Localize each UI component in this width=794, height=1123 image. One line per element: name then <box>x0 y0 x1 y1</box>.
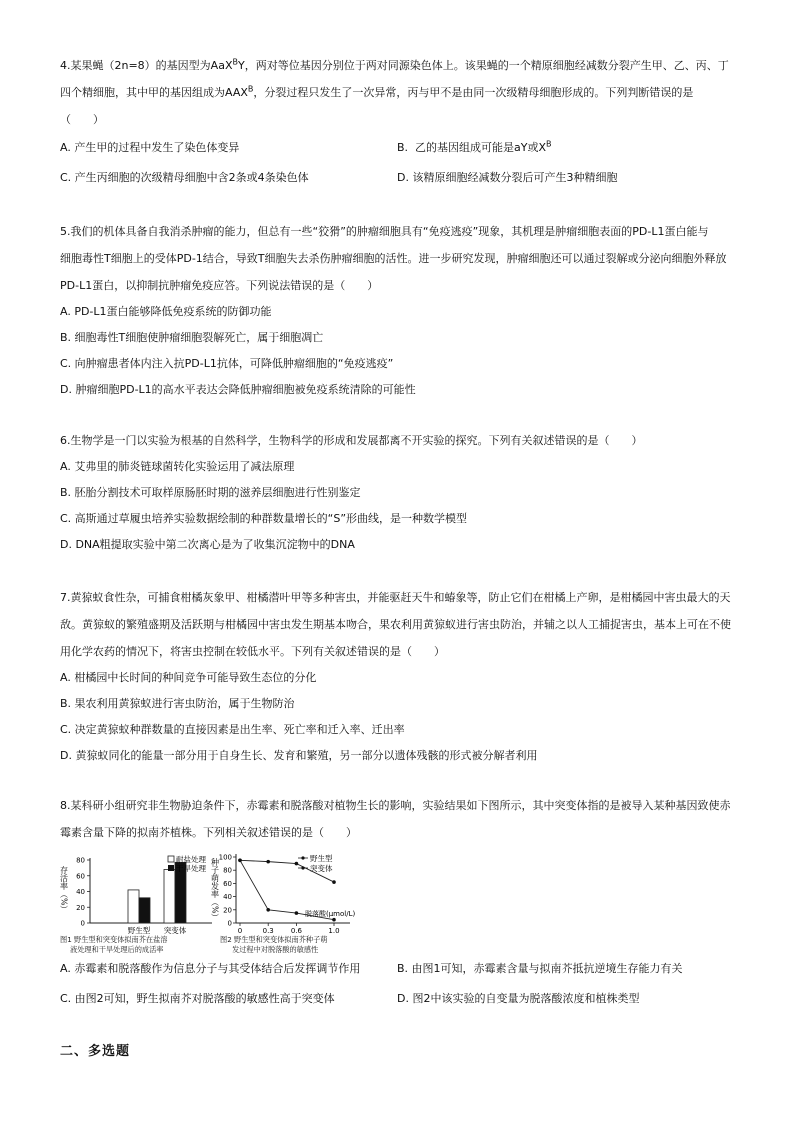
q4-sup: B <box>247 84 254 94</box>
question-7 <box>60 584 750 769</box>
q7-option-c[interactable]: C. 决定黄猄蚁种群数量的直接因素是出生率、死亡率和迁入率、迁出率 <box>60 723 405 736</box>
fig2-xlabel: 脱落酸(μmol/L) <box>305 910 356 918</box>
figure-1 <box>60 854 212 954</box>
fig2-legend-mutant: 突变体 <box>310 864 333 873</box>
q4-option-b-sup: B <box>546 139 552 149</box>
q6-option-a[interactable]: A. 艾弗里的肺炎链球菌转化实验运用了减法原理 <box>60 460 295 473</box>
question-6 <box>60 427 750 558</box>
fig2-point <box>295 911 299 915</box>
q4-option-b-text: 乙的基因组成可能是aY或X <box>415 141 547 154</box>
fig1-ylabel: 存活率（%） <box>60 866 69 914</box>
q8-line-2: 霉素含量下降的拟南芥植株。下列相关叙述错误的是（ ） <box>60 826 357 839</box>
q5-option-c[interactable]: C. 向肿瘤患者体内注入抗PD-L1抗体，可降低肿瘤细胞的“免疫逃疫” <box>60 357 394 370</box>
section-heading: 二、多选题 <box>60 1044 131 1059</box>
fig2-y-tick-label: 60 <box>223 879 232 888</box>
fig2-point <box>332 918 336 922</box>
fig2-y-ticks <box>219 854 236 928</box>
fig2-point <box>238 859 242 863</box>
q5-line-1: 5.我们的机体具备自我消杀肿瘤的能力，但总有一些“狡猾”的肿瘤细胞具有“免疫逃疫”现象，其机理是肿瘤细胞表面的PD-L1蛋白能与 <box>60 225 709 238</box>
fig2-x-ticks <box>238 923 340 935</box>
q8-option-b[interactable]: B. 由图1可知，赤霉素含量与拟南芥抵抗逆境生存能力有关 <box>397 962 683 975</box>
q5-line-3: PD-L1蛋白，以抑制抗肿瘤免疫应答。下列说法错误的是（ ） <box>60 279 379 292</box>
q4-text: ，分裂过程只发生了一次异常，丙与甲不是由同一次级精母细胞形成的。下列判断错误的是 <box>253 86 694 99</box>
q7-option-b[interactable]: B. 果农利用黄猄蚁进行害虫防治，属于生物防治 <box>60 697 295 710</box>
q4-option-b-label: B. <box>397 141 409 154</box>
fig2-point <box>266 908 270 912</box>
fig1-legend-drought-swatch <box>168 865 174 871</box>
fig2-y-tick-label: 40 <box>223 893 232 902</box>
fig2-y-tick-label: 0 <box>227 919 232 928</box>
q8-line-1: 8.某科研小组研究非生物胁迫条件下，赤霉素和脱落酸对植物生长的影响，实验结果如下图所示，其中突变体指的是被导入某种基因致使赤 <box>60 799 731 812</box>
fig1-bar <box>139 898 150 923</box>
fig1-bar <box>164 869 175 923</box>
figure-2 <box>211 853 356 954</box>
q8-option-c[interactable]: C. 由图2可知，野生拟南芥对脱落酸的敏感性高于突变体 <box>60 992 335 1005</box>
fig2-legend-mutant-marker <box>301 866 304 869</box>
q7-line-1: 7.黄猄蚁食性杂，可捕食柑橘灰象甲、柑橘潜叶甲等多种害虫，并能驱赶天牛和蝽象等，防止它们在柑橘上产卵，是柑橘园中害虫最大的天 <box>60 591 731 604</box>
q6-line-1: 6.生物学是一门以实验为根基的自然科学，生物科学的形成和发展都离不开实验的探究。下列有关叙述错误的是（ ） <box>60 434 643 447</box>
fig2-point <box>266 860 270 864</box>
q6-option-c[interactable]: C. 高斯通过草履虫培养实验数据绘制的种群数量增长的“S”形曲线，是一种数学模型 <box>60 512 468 525</box>
fig2-x-tick-label: 0.3 <box>262 927 274 935</box>
fig1-legend-salt: 耐盐处理 <box>176 855 206 864</box>
fig2-y-tick-label: 20 <box>223 906 232 915</box>
question-4 <box>60 52 750 193</box>
q4-text: Y，两对等位基因分别位于两对同源染色体上。该果蝇的一个精原细胞经减数分裂产生甲、乙、丙、丁 <box>237 59 729 72</box>
q4-options-row-1 <box>60 133 750 163</box>
fig1-legend-drought: 干旱处理 <box>176 864 206 873</box>
fig2-legend-wild-marker <box>301 856 304 859</box>
q8-options-row-2 <box>60 984 750 1014</box>
fig1-y-tick-label: 80 <box>76 856 85 865</box>
fig1-legend-salt-swatch <box>168 856 174 862</box>
fig1-x-tick-label: 突变体 <box>163 926 187 935</box>
fig1-y-tick-label: 20 <box>76 903 85 912</box>
q4-text: 四个精细胞，其中甲的基因组成为AAX <box>60 86 248 99</box>
question-8-options <box>60 954 750 1014</box>
q7-option-a[interactable]: A. 柑橘园中长时间的种间竞争可能导致生态位的分化 <box>60 671 317 684</box>
q5-option-b[interactable]: B. 细胞毒性T细胞使肿瘤细胞裂解死亡，属于细胞凋亡 <box>60 331 324 344</box>
fig2-caption-line-1: 图2 野生型和突变体拟南芥种子萌 <box>220 935 328 944</box>
fig2-point <box>332 880 336 884</box>
q7-option-d[interactable]: D. 黄猄蚁同化的能量一部分用于自身生长、发育和繁殖，另一部分以遗体残骸的形式被分解者利用 <box>60 749 538 762</box>
q5-option-a[interactable]: A. PD-L1蛋白能够降低免疫系统的防御功能 <box>60 305 272 318</box>
fig1-x-ticks <box>128 925 187 935</box>
fig2-y-tick-label: 80 <box>223 866 232 875</box>
fig1-y-ticks <box>76 857 90 928</box>
fig2-ylabel: 种子萌发率（%） <box>210 858 220 922</box>
question-8 <box>60 792 750 846</box>
q4-option-b[interactable] <box>397 133 552 163</box>
fig2-x-tick-label: 0.6 <box>290 927 302 935</box>
q6-option-d[interactable]: D. DNA粗提取实验中第二次离心是为了收集沉淀物中的DNA <box>60 538 355 551</box>
q4-option-c[interactable]: C. 产生丙细胞的次级精母细胞中含2条或4条染色体 <box>60 171 309 184</box>
q4-text: 4.某果蝇（2n=8）的基因型为AaX <box>60 59 233 72</box>
fig1-caption-line-1: 图1 野生型和突变体拟南芥在盐溶 <box>60 935 168 944</box>
q6-option-b[interactable]: B. 胚胎分割技术可取样原肠胚时期的滋养层细胞进行性别鉴定 <box>60 486 361 499</box>
q4-option-d[interactable]: D. 该精原细胞经减数分裂后可产生3种精细胞 <box>397 171 618 184</box>
fig2-point <box>295 862 299 866</box>
q5-option-d[interactable]: D. 肿瘤细胞PD-L1的高水平表达会降低肿瘤细胞被免疫系统清除的可能性 <box>60 383 416 396</box>
fig2-legend-wild: 野生型 <box>310 854 333 863</box>
question-5 <box>60 218 750 403</box>
q8-option-a[interactable]: A. 赤霉素和脱落酸作为信息分子与其受体结合后发挥调节作用 <box>60 962 361 975</box>
q4-sup: B <box>232 57 238 67</box>
fig2-caption-line-2: 发过程中对脱落酸的敏感性 <box>232 945 319 954</box>
q8-options-row-1 <box>60 954 750 984</box>
fig1-bar <box>128 890 139 923</box>
fig2-y-tick-label: 100 <box>218 853 232 862</box>
q4-line-1 <box>60 52 750 79</box>
fig1-y-tick-label: 60 <box>76 872 85 881</box>
q7-line-3: 用化学农药的情况下，将害虫控制在较低水平。下列有关叙述错误的是（ ） <box>60 645 445 658</box>
q4-options-row-2 <box>60 163 750 193</box>
q5-line-2: 细胞毒性T细胞上的受体PD-1结合，导致T细胞失去杀伤肿瘤细胞的活性。进一步研究发现，肿瘤细胞还可以通过裂解或分泌向细胞外释放 <box>60 252 727 265</box>
q7-line-2: 敌。黄猄蚁的繁殖盛期及活跃期与柑橘园中害虫发生期基本吻合，果农利用黄猄蚁进行害虫防治，并辅之以人工捕捉害虫，基本上可在不使 <box>60 618 731 631</box>
q4-line-2 <box>60 79 750 106</box>
q4-line-3: （ ） <box>60 113 104 126</box>
fig1-caption-line-2: 液处理和干旱处理后的成活率 <box>70 945 164 954</box>
q4-option-a[interactable]: A. 产生甲的过程中发生了染色体变异 <box>60 141 240 154</box>
q8-figures <box>60 848 460 958</box>
fig1-y-tick-label: 40 <box>76 888 85 896</box>
fig1-x-tick-label: 野生型 <box>127 926 151 935</box>
q8-option-d[interactable]: D. 图2中该实验的自变量为脱落酸浓度和植株类型 <box>397 992 640 1005</box>
q8-figures-svg <box>60 848 460 958</box>
fig2-x-tick-label: 1.0 <box>328 927 340 935</box>
fig2-x-tick-label: 0 <box>237 927 243 935</box>
fig1-y-tick-label: 0 <box>80 919 85 928</box>
